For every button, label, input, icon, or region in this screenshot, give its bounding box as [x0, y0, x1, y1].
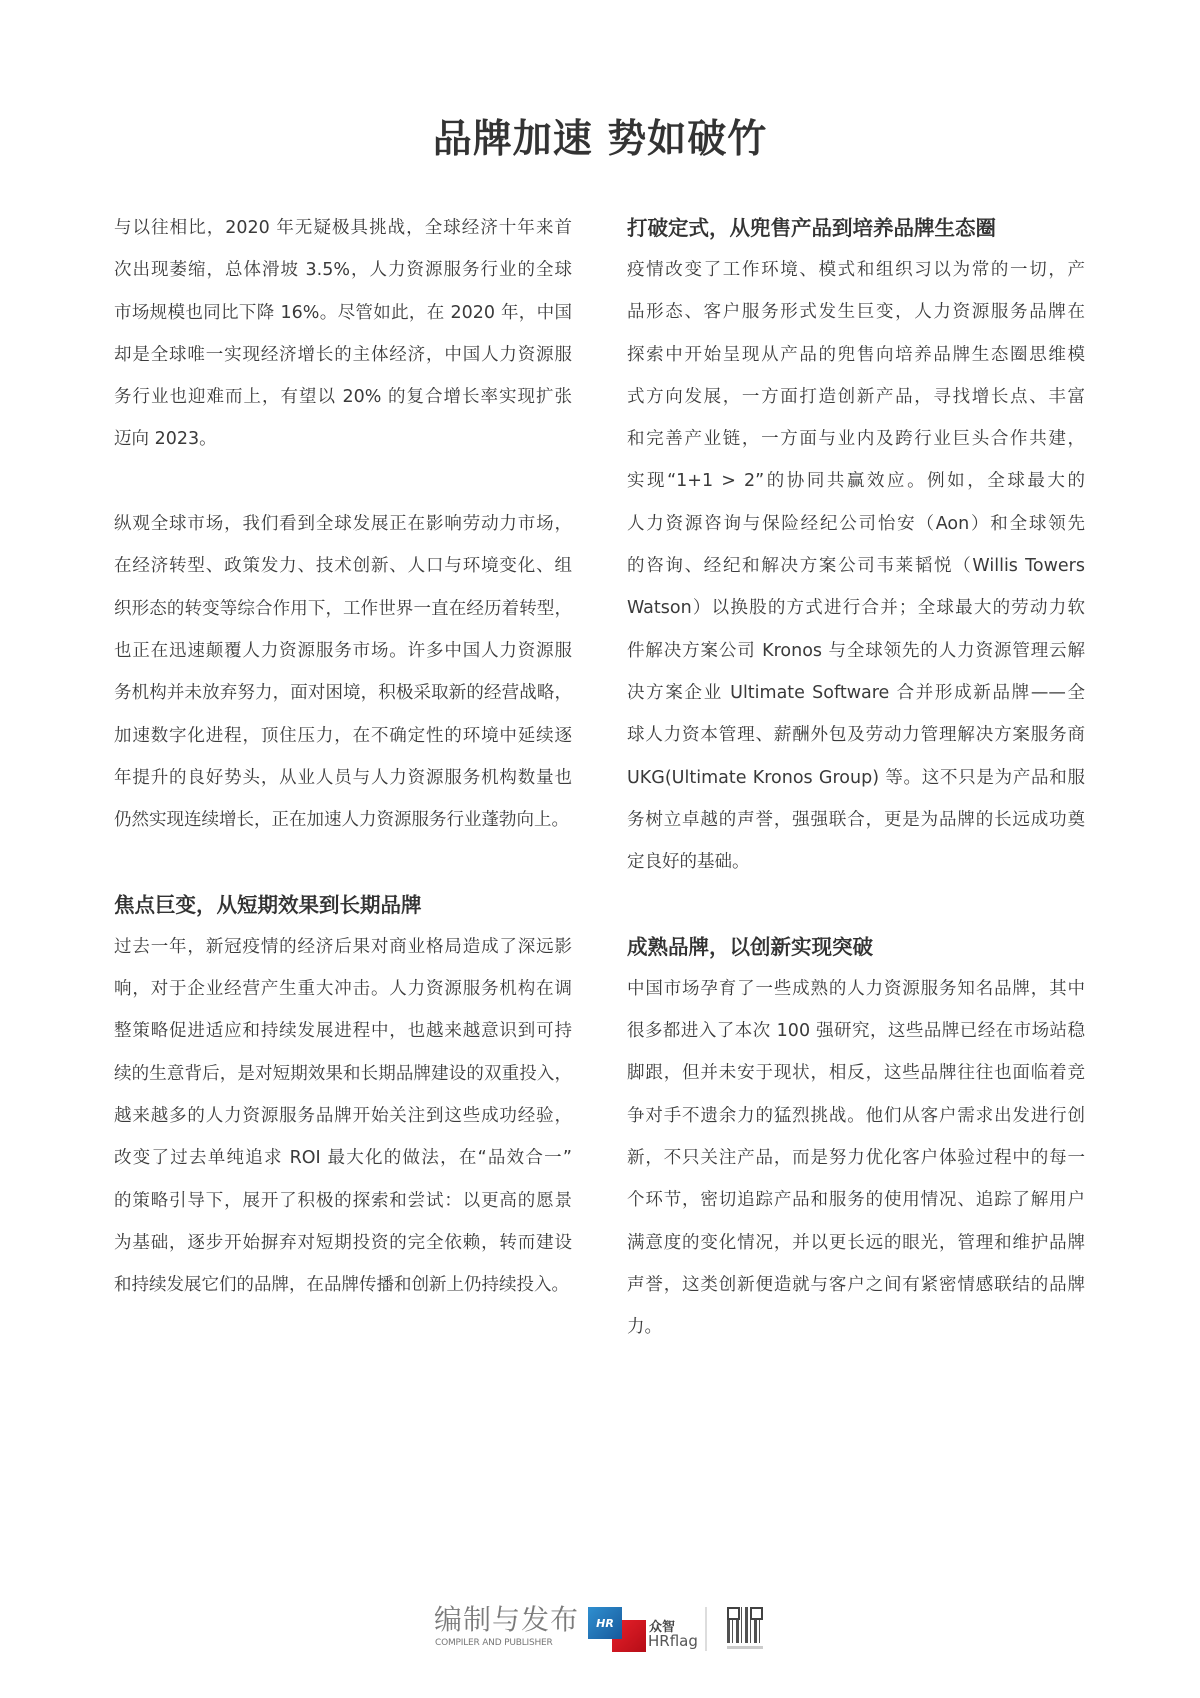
- paragraph-line: 定良好的基础。: [627, 852, 750, 873]
- paragraph-line: 务行业也迎难而上，有望以 20% 的复合增长率实现扩张: [114, 387, 572, 408]
- footer-label-cn: 编制与发布: [434, 1603, 580, 1636]
- paragraph-line: 织形态的转变等综合作用下，工作世界一直在经历着转型，: [114, 598, 572, 619]
- paragraph-line: 声誉，这类创新便造就与客户之间有紧密情感联结的品牌: [627, 1274, 1085, 1295]
- paragraph-line: 实现“1+1 > 2”的协同共赢效应。例如，全球最大的: [627, 471, 1085, 492]
- section-gap: [114, 461, 572, 503]
- paragraph-line: 式方向发展，一方面打造创新产品，寻找增长点、丰富: [627, 386, 1085, 407]
- paragraph-line: 和完善产业链，一方面与业内及跨行业巨头合作共建，: [627, 429, 1085, 450]
- left-column: [114, 207, 572, 1306]
- paragraph-line: 球人力资本管理、薪酬外包及劳动力管理解决方案服务商: [627, 725, 1085, 746]
- section-gap: [627, 883, 1085, 925]
- paragraph-line: 过去一年，新冠疫情的经济后果对商业格局造成了深远影: [114, 936, 572, 957]
- paragraph-line: 疫情改变了工作环境、模式和组织习以为常的一切，产: [627, 260, 1085, 280]
- paragraph-line: 续的生意背后，是对短期效果和长期品牌建设的双重投入，: [114, 1063, 572, 1084]
- paragraph-line: UKG(Ultimate Kronos Group) 等。这不只是为产品和服: [627, 767, 1085, 788]
- paragraph-line: 很多都进入了本次 100 强研究，这些品牌已经在市场站稳: [627, 1021, 1085, 1042]
- paragraph-line: 年提升的良好势头，从业人员与人力资源服务机构数量也: [114, 767, 572, 788]
- paragraph-line: 务机构并未放弃努力，面对困境，积极采取新的经营战略，: [114, 683, 572, 704]
- paragraph-line: 品形态、客户服务形式发生巨变，人力资源服务品牌在: [627, 302, 1085, 323]
- paragraph-line: 却是全球唯一实现经济增长的主体经济，中国人力资源服: [114, 344, 572, 365]
- paragraph-line: 在经济转型、政策发力、技术创新、人口与环境变化、组: [114, 556, 572, 577]
- paragraph-line: 的咨询、经纪和解决方案公司韦莱韬悦（Willis Towers: [627, 556, 1085, 577]
- paragraph-line: 也正在迅速颠覆人力资源服务市场。许多中国人力资源服: [114, 640, 572, 661]
- page-title: 品牌加速 势如破竹: [432, 117, 768, 162]
- section-heading: 成熟品牌，以创新实现突破: [627, 934, 873, 959]
- paragraph-line: 和持续发展它们的品牌，在品牌传播和创新上仍持续投入。: [114, 1275, 569, 1296]
- paragraph-line: 脚跟，但并未安于现状，相反，这些品牌往往也面临着竞: [627, 1063, 1085, 1084]
- paragraph-line: 件解决方案公司 Kronos 与全球领先的人力资源管理云解: [627, 640, 1085, 661]
- brand-name-en: HRflag: [648, 1632, 698, 1650]
- paragraph-line: 整策略促进适应和持续发展进程中，也越来越意识到可持: [114, 1021, 572, 1042]
- footer-label-en: COMPILER AND PUBLISHER: [435, 1638, 553, 1648]
- paragraph-line: 新，不只关注产品，而是努力优化客户体验过程中的每一: [627, 1147, 1085, 1168]
- footer-divider: [705, 1607, 707, 1651]
- paragraph: [627, 249, 1085, 883]
- paragraph-line: 中国市场孕育了一些成熟的人力资源服务知名品牌，其中: [627, 978, 1085, 999]
- paragraph-line: 响，对于企业经营产生重大冲击。人力资源服务机构在调: [114, 979, 572, 1000]
- paragraph-line: 力。: [627, 1317, 662, 1338]
- paragraph-line: 人力资源咨询与保险经纪公司怡安（Aon）和全球领先: [627, 513, 1085, 534]
- paragraph: [114, 926, 572, 1307]
- paragraph-line: 为基础，逐步开始摒弃对短期投资的完全依赖，转而建设: [114, 1232, 572, 1253]
- paragraph-line: 纵观全球市场，我们看到全球发展正在影响劳动力市场，: [114, 514, 572, 535]
- paragraph-line: 满意度的变化情况，并以更长远的眼光，管理和维护品牌: [627, 1232, 1085, 1253]
- paragraph-line: 仍然实现连续增长，正在加速人力资源服务行业蓬勃向上。: [114, 810, 569, 831]
- paragraph-line: 个环节，密切追踪产品和服务的使用情况、追踪了解用户: [627, 1190, 1085, 1211]
- paragraph-line: 与以往相比，2020 年无疑极具挑战，全球经济十年来首: [114, 218, 572, 238]
- paragraph-line: 次出现萎缩，总体滑坡 3.5%，人力资源服务行业的全球: [114, 260, 572, 281]
- section-heading: 焦点巨变，从短期效果到长期品牌: [114, 892, 422, 917]
- paragraph-line: Watson）以换股的方式进行合并；全球最大的劳动力软: [627, 598, 1085, 619]
- paragraph: [114, 503, 572, 841]
- paragraph: [627, 968, 1085, 1349]
- hrflag-logo-icon: HR: [588, 1607, 622, 1639]
- paragraph-line: 务树立卓越的声誉，强强联合，更是为品牌的长远成功奠: [627, 809, 1085, 830]
- paragraph-line: 改变了过去单纯追求 ROI 最大化的做法，在“品效合一”: [114, 1148, 572, 1169]
- qr-code-icon: [727, 1607, 763, 1643]
- section-heading: 打破定式，从兜售产品到培养品牌生态圈: [627, 216, 996, 240]
- paragraph-line: 越来越多的人力资源服务品牌开始关注到这些成功经验，: [114, 1105, 572, 1126]
- paragraph-line: 迈向 2023。: [114, 429, 217, 450]
- section-gap: [114, 841, 572, 883]
- paragraph: [114, 207, 572, 461]
- brand-name-cn: 众智: [649, 1620, 676, 1635]
- right-column: [627, 207, 1085, 1348]
- paragraph-line: 探索中开始呈现从产品的兜售向培养品牌生态圈思维模: [627, 344, 1085, 365]
- paragraph-line: 加速数字化进程，顶住压力，在不确定性的环境中延续逐: [114, 725, 572, 746]
- paragraph-line: 争对手不遗余力的猛烈挑战。他们从客户需求出发进行创: [627, 1105, 1085, 1126]
- paragraph-line: 的策略引导下，展开了积极的探索和尝试：以更高的愿景: [114, 1190, 572, 1211]
- qr-caption: [727, 1646, 763, 1649]
- paragraph-line: 决方案企业 Ultimate Software 合并形成新品牌——全: [627, 682, 1085, 703]
- paragraph-line: 市场规模也同比下降 16%。尽管如此，在 2020 年，中国: [114, 302, 572, 323]
